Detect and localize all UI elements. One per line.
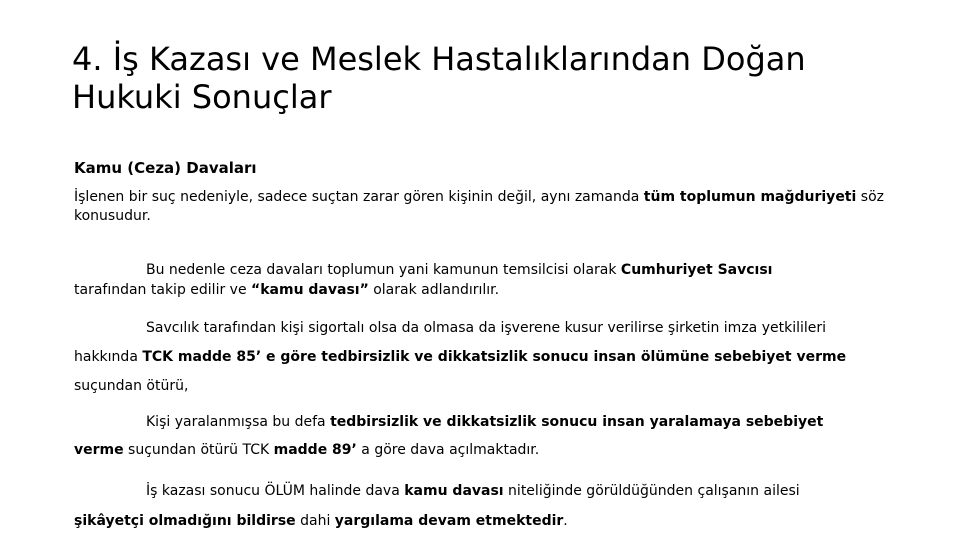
paragraph-4 xyxy=(74,408,884,464)
paragraph-3-line-3: suçundan ötürü, xyxy=(74,378,189,394)
paragraph-1 xyxy=(74,188,884,226)
section-heading: Kamu (Ceza) Davaları xyxy=(74,159,257,177)
paragraph-5-text-3: dahi xyxy=(295,513,335,529)
paragraph-4-line-1 xyxy=(74,408,884,436)
paragraph-2-text-1: Bu nedenle ceza davaları toplumun yani kamunun temsilcisi olarak xyxy=(146,262,621,278)
paragraph-2-line-1 xyxy=(74,260,884,280)
paragraph-4-text-1: Kişi yaralanmışsa bu defa xyxy=(146,414,331,430)
paragraph-2-text-3: olarak adlandırılır. xyxy=(368,282,500,298)
paragraph-1-text-2: söz konusudur. xyxy=(74,189,884,224)
paragraph-3-bold-1: TCK madde 85’ e göre tedbirsizlik ve dikkatsizlik sonucu insan ölümüne sebebiyet verme xyxy=(142,349,847,365)
paragraph-1-bold-1: tüm toplumun mağduriyeti xyxy=(643,189,857,205)
paragraph-4-text-2: suçundan ötürü TCK xyxy=(123,442,274,458)
slide-title xyxy=(72,40,912,116)
paragraph-2-text-2: tarafından takip edilir ve xyxy=(74,282,252,298)
paragraph-5-bold-2: şikâyetçi olmadığını bildirse xyxy=(74,513,296,529)
paragraph-3-text-2: hakkında xyxy=(74,349,143,365)
paragraph-3-line-1: Savcılık tarafından kişi sigortalı olsa da olmasa da işverene kusur verilirse şirketin imza yetkilileri xyxy=(146,320,827,336)
paragraph-5-bold-1: kamu davası xyxy=(404,483,504,499)
paragraph-3 xyxy=(74,314,884,401)
paragraph-2-bold-2: “kamu davası” xyxy=(251,282,369,298)
paragraph-2-line-2 xyxy=(74,280,884,300)
paragraph-3-line-2 xyxy=(74,343,884,372)
paragraph-5-line-1 xyxy=(74,476,884,506)
paragraph-5 xyxy=(74,476,884,536)
paragraph-4-text-3: a göre dava açılmaktadır. xyxy=(356,442,540,458)
paragraph-5-text-1: İş kazası sonucu ÖLÜM halinde dava xyxy=(146,483,405,499)
paragraph-2 xyxy=(74,260,884,300)
paragraph-4-bold-3: madde 89’ xyxy=(273,442,357,458)
slide-title-line-1: 4. İş Kazası ve Meslek Hastalıklarından Doğan xyxy=(72,40,806,78)
paragraph-1-text-1: İşlenen bir suç nedeniyle, sadece suçtan zarar gören kişinin değil, aynı zamanda xyxy=(74,189,644,205)
paragraph-4-line-2 xyxy=(74,436,884,464)
paragraph-4-bold-2: verme xyxy=(74,442,124,458)
paragraph-5-line-2 xyxy=(74,506,884,536)
paragraph-5-text-4: . xyxy=(563,513,568,529)
slide-title-line-2: Hukuki Sonuçlar xyxy=(72,78,332,116)
paragraph-5-text-2: niteliğinde görüldüğünden çalışanın ailesi xyxy=(503,483,800,499)
paragraph-2-bold-1: Cumhuriyet Savcısı xyxy=(620,262,773,278)
paragraph-4-bold-1: tedbirsizlik ve dikkatsizlik sonucu insan yaralamaya sebebiyet xyxy=(330,414,824,430)
paragraph-5-bold-3: yargılama devam etmektedir xyxy=(334,513,564,529)
